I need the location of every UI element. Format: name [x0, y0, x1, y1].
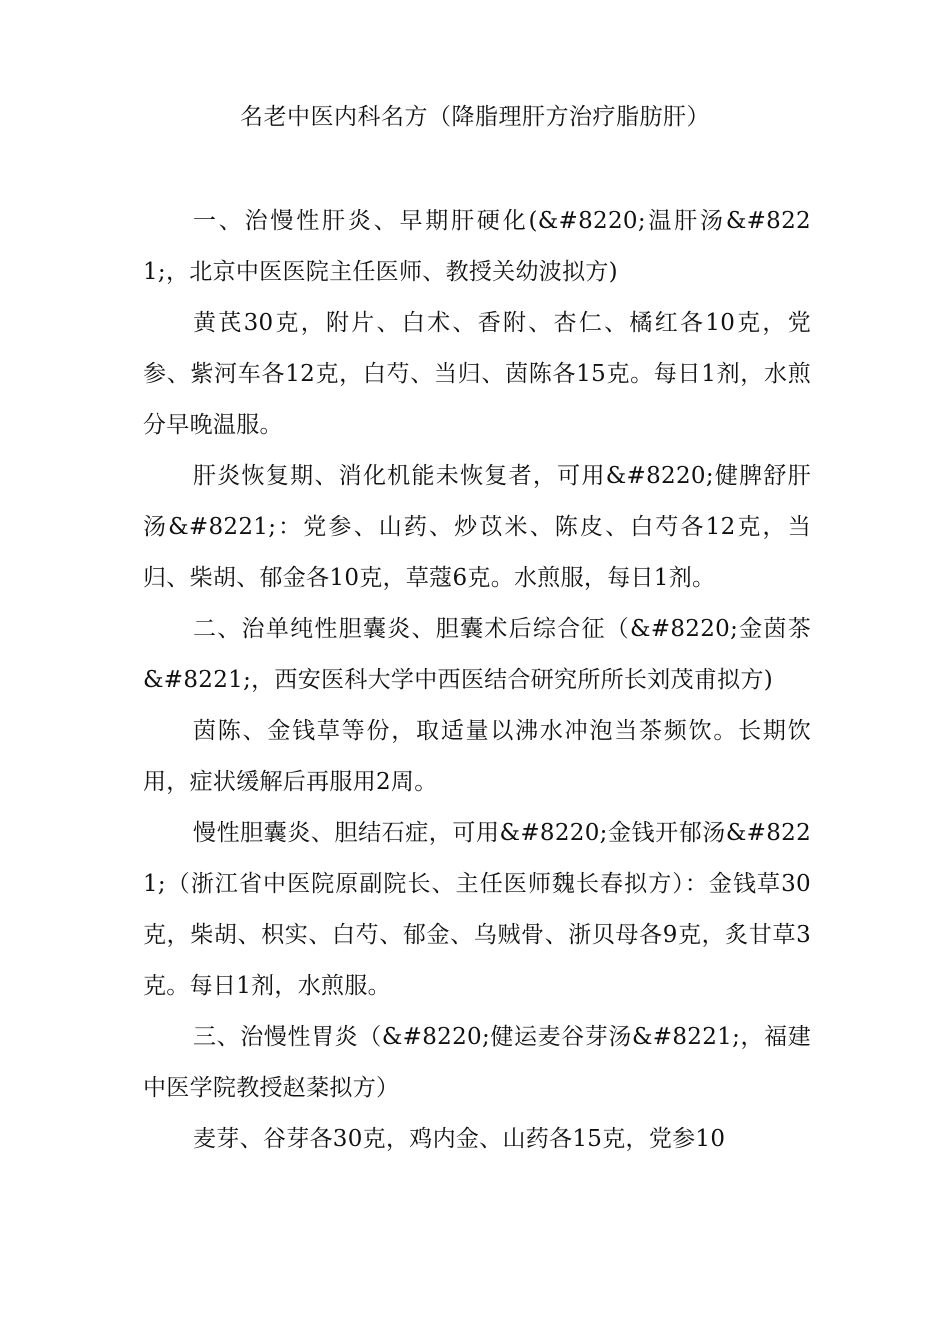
- paragraph-jianpi-shugan-tang: 肝炎恢复期、消化机能未恢复者，可用&#8220;健脾舒肝汤&#8221;：党参、山药、炒苡米、陈皮、白芍各12克，当归、柴胡、郁金各10克，草蔻6克。水煎服，每日1剂。: [143, 463, 811, 591]
- document-title: 名老中医内科名方（降脂理肝方治疗脂肪肝）: [240, 104, 710, 130]
- paragraph-wengan-tang-recipe: 黄芪30克，附片、白术、香附、杏仁、橘红各10克，党参、紫河车各12克，白芍、当归、茵陈各15克。每日1剂，水煎分早晚温服。: [143, 310, 811, 438]
- paragraph-jinqian-kaiyu-tang: 慢性胆囊炎、胆结石症，可用&#8220;金钱开郁汤&#8221;（浙江省中医院原副院长、主任医师魏长春拟方）：金钱草30克，柴胡、枳实、白芍、郁金、乌贼骨、浙贝母各9克，炙甘草3克。每日1剂，水煎服。: [143, 820, 811, 999]
- paragraph-section-1-heading: 一、治慢性肝炎、早期肝硬化(&#8220;温肝汤&#8221;，北京中医医院主任医师、教授关幼波拟方): [143, 208, 811, 285]
- paragraph-section-3-heading: 三、治慢性胃炎（&#8220;健运麦谷芽汤&#8221;，福建中医学院教授赵棻拟方）: [143, 1024, 811, 1101]
- document-body: [143, 196, 811, 1165]
- paragraph-jinyin-cha-recipe: 茵陈、金钱草等份，取适量以沸水冲泡当茶频饮。长期饮用，症状缓解后再服用2周。: [143, 718, 811, 795]
- paragraph-maiguya-tang-recipe: 麦芽、谷芽各30克，鸡内金、山药各15克，党参10: [193, 1126, 726, 1152]
- paragraph-section-2-heading: 二、治单纯性胆囊炎、胆囊术后综合征（&#8220;金茵茶&#8221;，西安医科大学中西医结合研究所所长刘茂甫拟方): [143, 616, 811, 693]
